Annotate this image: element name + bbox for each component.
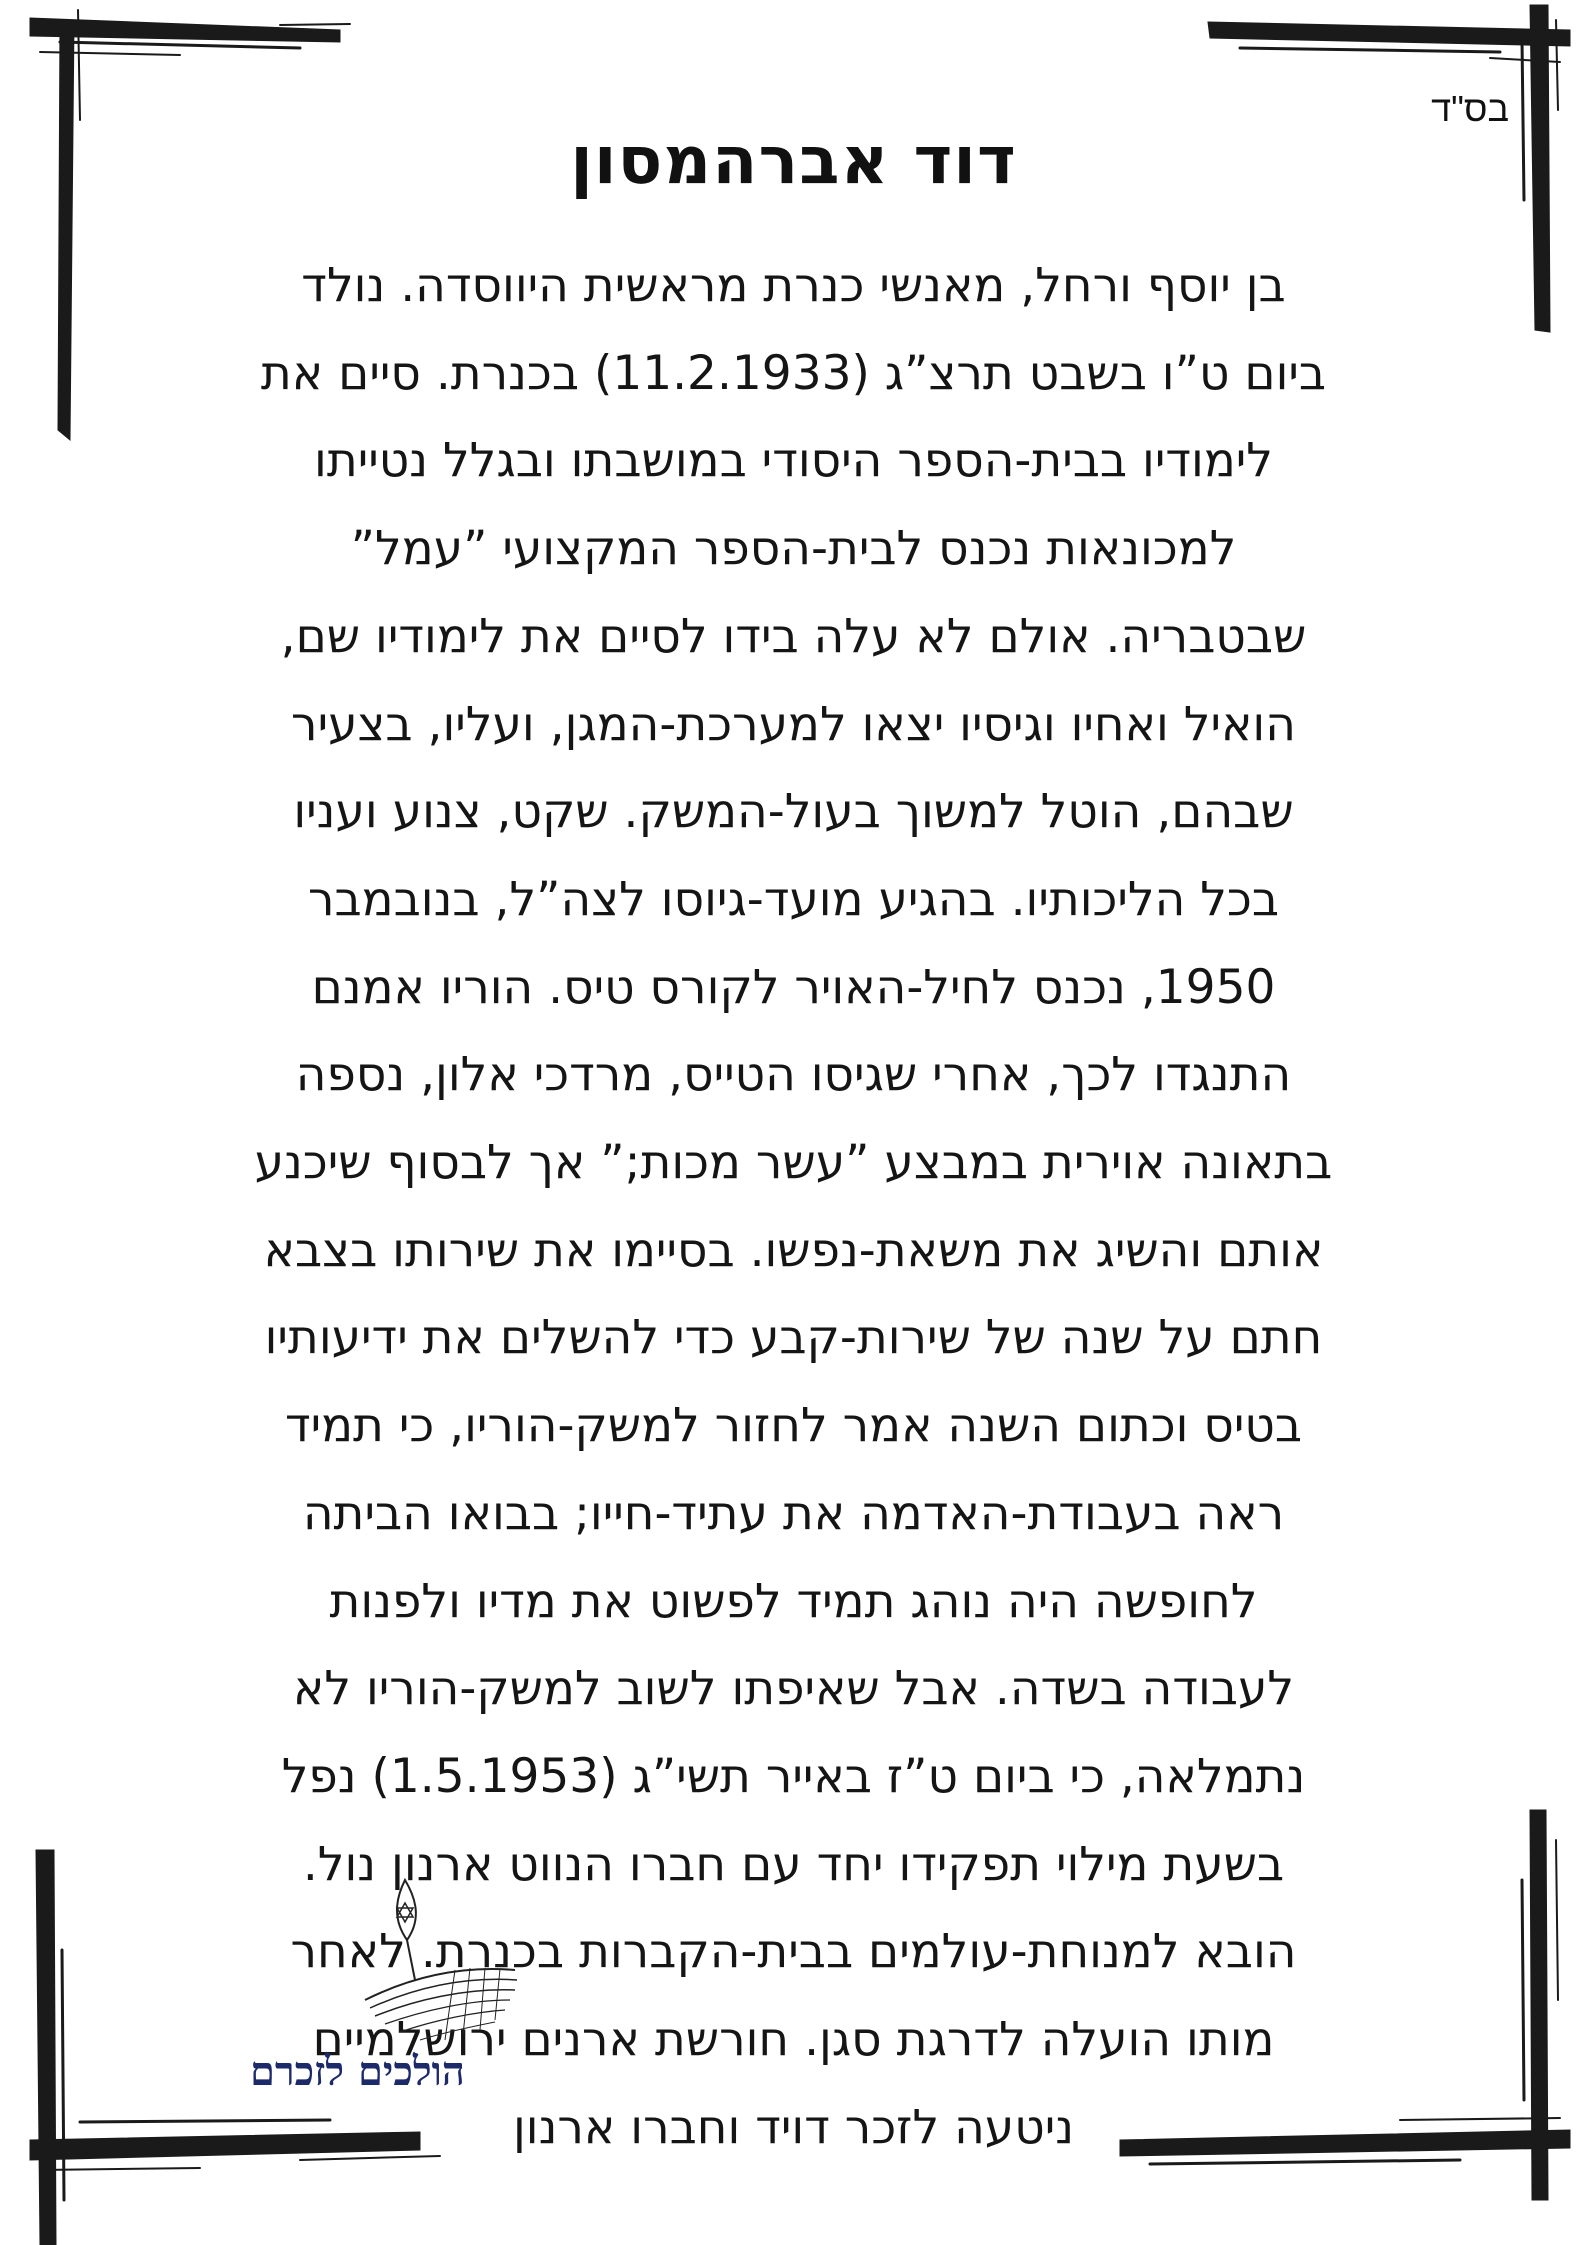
text-line: מותו הועלה לדרגת סגן. חורשת ארנים ירושלמיים [312, 2012, 1275, 2068]
text-line: התנגדו לכך, אחרי שגיסו הטייס, מרדכי אלון, נספה [295, 1047, 1292, 1103]
text-line: ביום ט”ו בשבט תרצ”ג (11.2.1933) בכנרת. סיים את [260, 345, 1327, 401]
text-line: לחופשה היה נוהג תמיד לפשוט את מדיו ולפנות [329, 1573, 1258, 1629]
text-line: 1950, נכנס לחיל-האויר לקורס טיס. הוריו אמנם [311, 959, 1276, 1015]
text-line: לימודיו בבית-הספר היסודי במושבתו ובגלל נטייתו [314, 433, 1273, 489]
biography-text [150, 242, 1437, 2171]
text-line: למכונאות נכנס לבית-הספר המקצועי ”עמל” [350, 521, 1237, 577]
text-line: ניטעה לזכר דויד וחברו ארנון [512, 2099, 1075, 2155]
text-line: הובא למנוחת-עולמים בבית-הקברות בכנרת. לאחר [290, 1924, 1297, 1980]
text-line: לעבודה בשדה. אבל שאיפתו לשוב למשק-הוריו לא [292, 1661, 1295, 1717]
text-line: בטיס וכתום השנה אמר לחזור למשק-הוריו, כי תמיד [284, 1398, 1303, 1454]
text-line: בשעת מילוי תפקידו יחד עם חברו הנווט ארנון נול. [302, 1836, 1285, 1892]
bsd-header: בס"ד [1431, 88, 1509, 129]
logo-text: הולכים לזכרם [250, 2048, 465, 2095]
text-line: אותם והשיג את משאת-נפשו. בסיימו את שירותו בצבא [263, 1222, 1324, 1278]
text-line: ראה בעבודת-האדמה את עתיד-חייו; בבואו הביתה [302, 1485, 1285, 1541]
text-line: בן יוסף ורחל, מאנשי כנרת מראשית היווסדה. נולד [301, 258, 1286, 313]
text-line: שבהם, הוטל למשוך בעול-המשק. שקט, צנוע ועניו [293, 784, 1294, 840]
page-title: דוד אברהמסון [570, 122, 1017, 199]
text-line: הואיל ואחיו וגיסיו יצאו למערכת-המגן, ועליו, בצעיר [291, 696, 1296, 752]
text-line: בכל הליכותיו. בהגיע מועד-גיוסו לצה”ל, בנובמבר [307, 871, 1279, 927]
text-line: חתם על שנה של שירות-קבע כדי להשלים את ידיעותיו [264, 1310, 1323, 1366]
text-line: שבטבריה. אולם לא עלה בידו לסיים את לימודיו שם, [280, 608, 1307, 664]
memorial-candle-icon [345, 1870, 535, 2060]
text-line: בתאונה אוירית במבצע ”עשר מכות;” אך לבסוף שיכנע [254, 1135, 1333, 1191]
text-line: נתמלאה, כי ביום ט”ז באייר תשי”ג (1.5.1953) נפל [281, 1748, 1306, 1804]
